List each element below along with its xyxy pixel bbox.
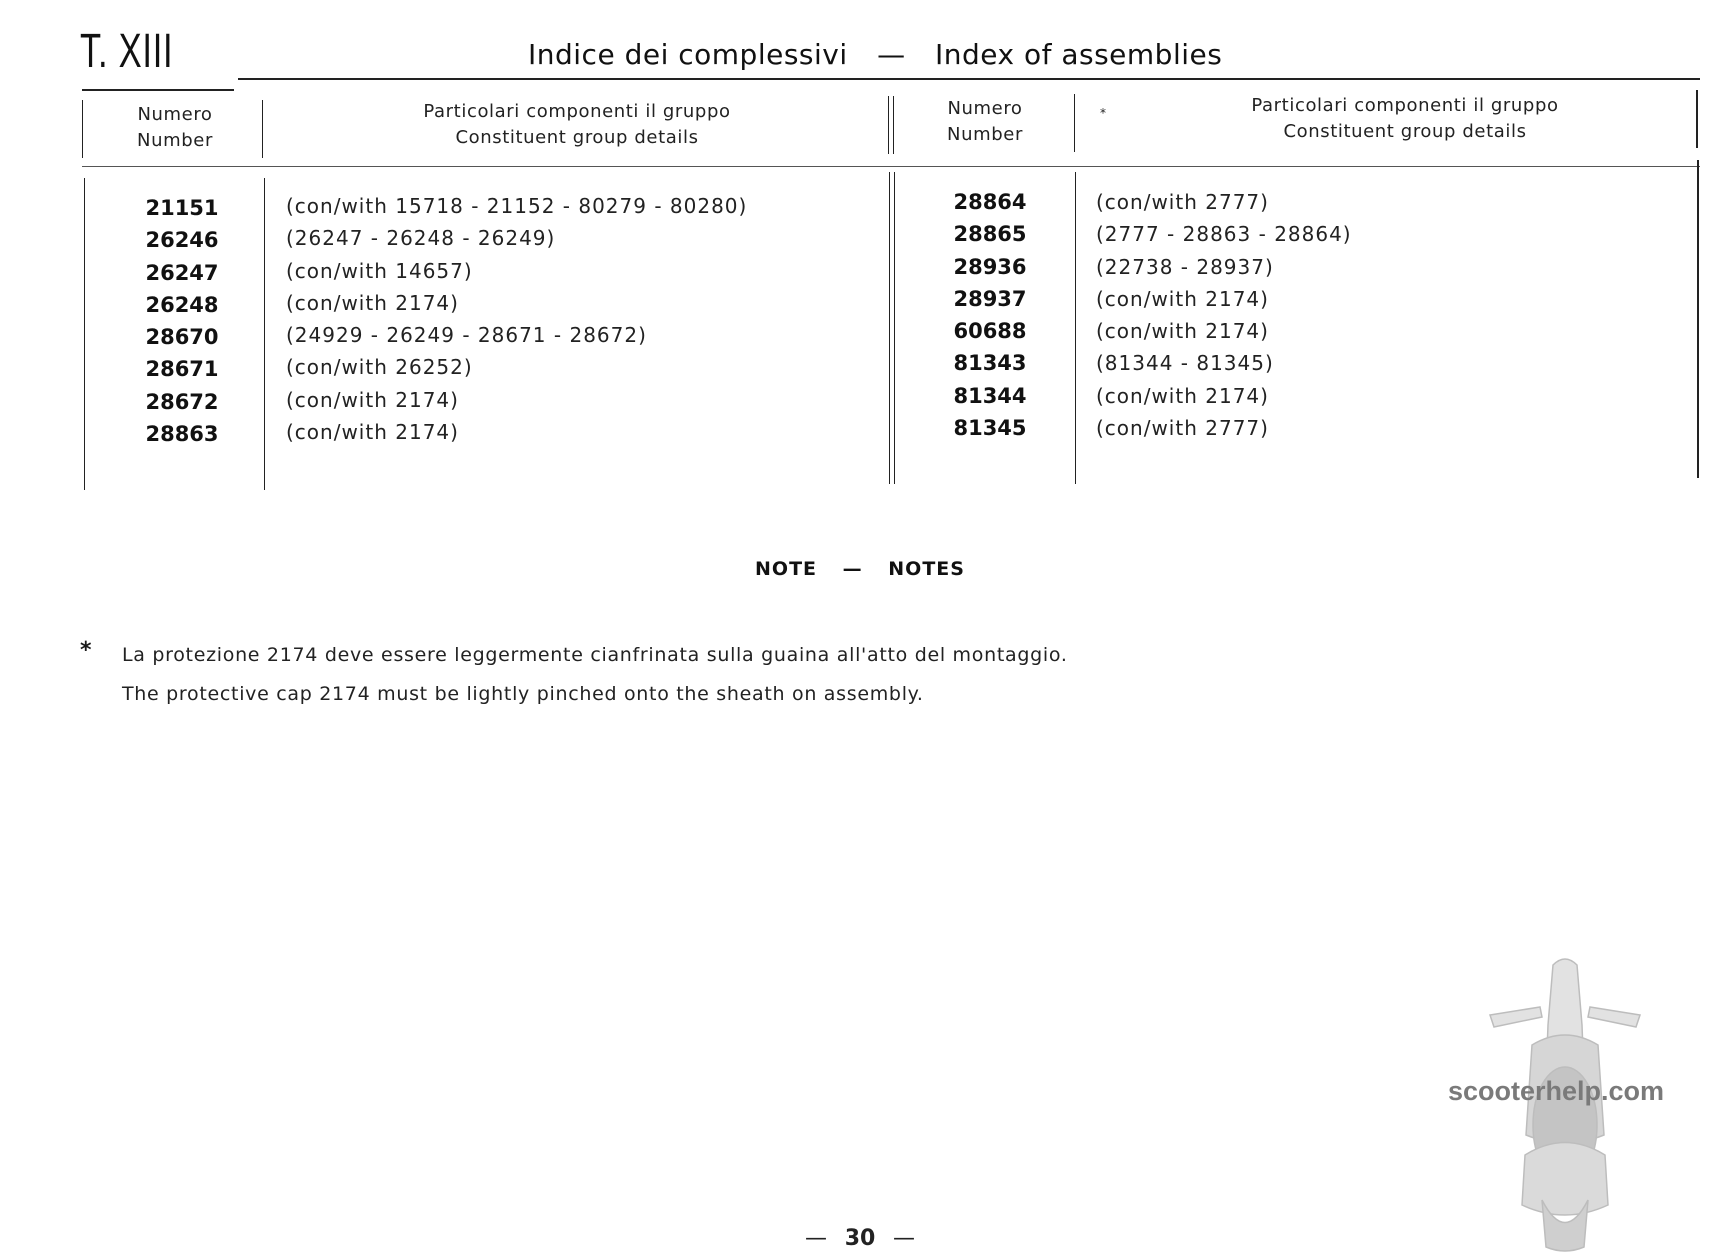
header-details-en: Constituent group details: [455, 127, 699, 148]
table-top-rule-left: [82, 89, 234, 91]
header-number-it: Numero: [947, 98, 1023, 119]
table-row-details: (con/with 2174): [1096, 286, 1269, 311]
page-number: [0, 1226, 1720, 1251]
table-row-number: 60688: [953, 319, 1027, 344]
right-details-column: [1096, 186, 1352, 444]
table-row-details: (22738 - 28937): [1096, 254, 1274, 279]
table-row-details: (con/with 14657): [286, 258, 473, 283]
table-row-details: (con/with 2174): [1096, 383, 1269, 408]
header-details-left: [268, 99, 886, 151]
table-top-rule: [238, 78, 1700, 80]
watermark-text: scooterhelp.com: [1448, 1076, 1665, 1106]
header-number-left: [90, 102, 260, 154]
header-number-right: [898, 96, 1072, 148]
divider-right-number: [1074, 94, 1075, 152]
divider-right-edge-body: [1697, 160, 1699, 478]
header-number-en: Number: [947, 124, 1023, 145]
divider-left-number: [262, 100, 263, 158]
table-row-number: 28865: [953, 222, 1027, 247]
table-row-details: (26247 - 26248 - 26249): [286, 226, 556, 251]
table-row-number: 21151: [145, 196, 219, 220]
table-row-number: 28671: [145, 357, 219, 382]
left-details-column: [286, 190, 747, 448]
divider-center-body-a: [889, 172, 890, 484]
divider-center-b: [893, 96, 894, 154]
note-line-english: The protective cap 2174 must be lightly pinched onto the sheath on assembly.: [122, 683, 924, 705]
notes-heading-separator: —: [842, 558, 863, 580]
divider-left-edge: [82, 100, 83, 158]
table-row-details: (con/with 2777): [1096, 416, 1269, 441]
table-row-number: 26247: [145, 260, 219, 285]
note-marker: *: [80, 638, 92, 663]
page-number-value: 30: [844, 1226, 876, 1251]
table-row-number: 81344: [953, 383, 1027, 408]
table-row-number: 81343: [953, 351, 1027, 376]
notes-heading-it: NOTE: [755, 558, 818, 580]
table-row-details: (2777 - 28863 - 28864): [1096, 222, 1352, 247]
page-number-dash-left: —: [805, 1226, 828, 1251]
table-row-details: (con/with 2174): [1096, 319, 1269, 344]
title-english: Index of assemblies: [934, 38, 1223, 71]
table-row-details: (con/with 2174): [286, 420, 459, 445]
right-number-column: [900, 186, 1080, 444]
table-row-number: 28864: [953, 190, 1027, 214]
page-title: [528, 38, 1222, 71]
table-row-number: 28672: [145, 389, 219, 414]
divider-center-body-b: [894, 172, 895, 484]
header-details-right: [1110, 93, 1700, 145]
header-details-en: Constituent group details: [1283, 121, 1527, 142]
header-details-it: Particolari componenti il gruppo: [1251, 95, 1559, 116]
table-row-number: 28863: [145, 422, 219, 447]
table-row-number: 28937: [953, 286, 1027, 311]
title-separator: —: [877, 38, 906, 71]
header-marker: *: [1100, 106, 1107, 120]
divider-left-edge-body: [84, 178, 85, 490]
table-row-details: (con/with 2174): [286, 290, 459, 315]
table-row-number: 26246: [145, 228, 219, 253]
table-row-details: (81344 - 81345): [1096, 351, 1274, 376]
note-line-italian: La protezione 2174 deve essere leggermente cianfrinata sulla guaina all'atto del montaggio.: [122, 644, 1068, 666]
notes-heading: [0, 558, 1720, 580]
table-row-number: 81345: [953, 416, 1027, 441]
header-bottom-rule: [82, 166, 1700, 167]
table-row-number: 26248: [145, 292, 219, 317]
table-row-details: (24929 - 26249 - 28671 - 28672): [286, 323, 647, 348]
table-row-details: (con/with 2174): [286, 387, 459, 412]
header-number-it: Numero: [137, 104, 213, 125]
table-row-details: (con/with 15718 - 21152 - 80279 - 80280): [286, 194, 748, 218]
title-italian: Indice dei complessivi: [528, 38, 848, 71]
page-number-dash-right: —: [892, 1226, 915, 1251]
header-details-it: Particolari componenti il gruppo: [423, 101, 731, 122]
left-number-column: [92, 192, 272, 450]
plate-number: T. XIII: [80, 25, 174, 78]
table-row-details: (con/with 26252): [286, 355, 473, 380]
table-row-details: (con/with 2777): [1096, 190, 1269, 214]
table-row-number: 28670: [145, 325, 219, 350]
notes-heading-en: NOTES: [888, 558, 965, 580]
table-row-number: 28936: [953, 254, 1027, 279]
header-number-en: Number: [137, 130, 213, 151]
divider-center-a: [888, 96, 889, 154]
